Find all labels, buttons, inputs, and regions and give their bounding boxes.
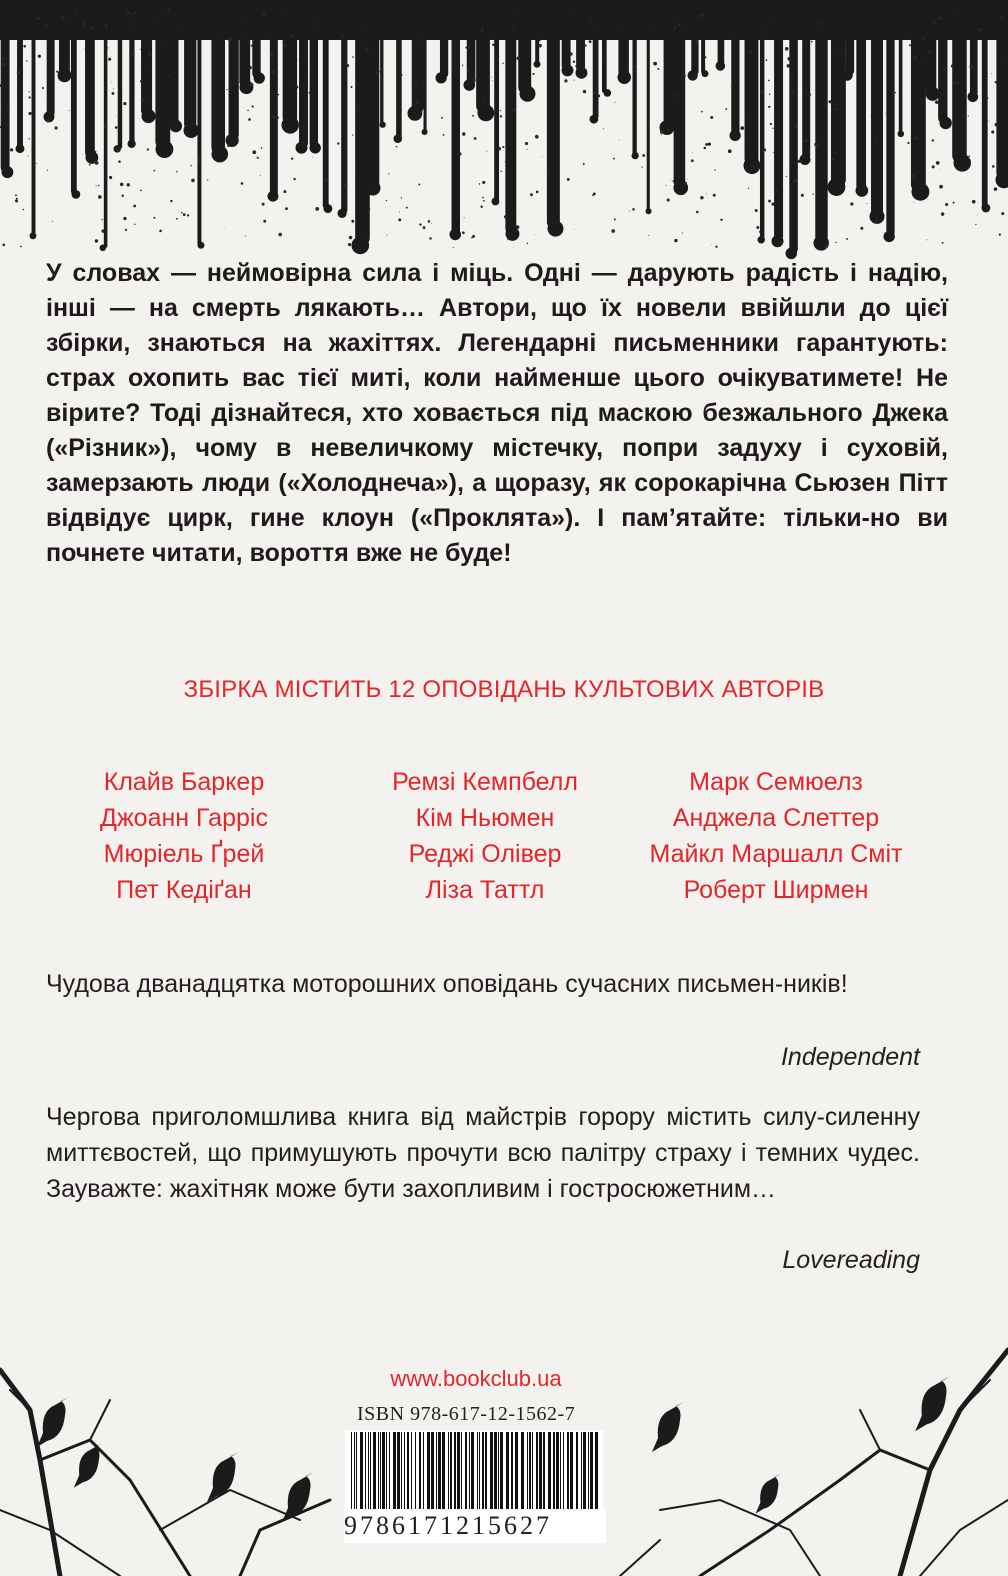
author-name: Джоанн Гарріс bbox=[100, 804, 268, 832]
author-name: Пет Кедіґан bbox=[116, 876, 252, 904]
author-name: Реджі Олівер bbox=[408, 840, 562, 868]
author-name: Кім Ньюмен bbox=[415, 804, 555, 832]
publisher-website: www.bookclub.ua bbox=[390, 1366, 562, 1391]
review-source: Independent bbox=[780, 1043, 920, 1071]
author-name: Роберт Ширмен bbox=[683, 876, 869, 904]
review-source: Lovereading bbox=[782, 1246, 920, 1274]
author-name: Майкл Маршалл Сміт bbox=[649, 840, 903, 868]
author-name: Ремзі Кемпбелл bbox=[392, 768, 578, 796]
author-name: Клайв Баркер bbox=[103, 768, 265, 796]
ink-drip-illustration bbox=[0, 0, 1008, 270]
contents-heading: ЗБІРКА МІСТИТЬ 12 ОПОВІДАНЬ КУЛЬТОВИХ АВТОРІВ bbox=[183, 676, 825, 703]
author-name: Ліза Таттл bbox=[425, 876, 545, 904]
author-column-2 bbox=[335, 764, 635, 908]
author-column-3 bbox=[626, 764, 926, 908]
review-quote: Чудова дванадцятка моторошних оповідань сучасних письмен-ників! bbox=[46, 970, 848, 998]
barcode bbox=[345, 1430, 603, 1510]
author-column-1 bbox=[34, 764, 334, 908]
book-description: У словах — неймовірна сила і міць. Одні — дарують радість і надію, інші — на смерть лякають… Автори, що їх новели ввійшли до цієї збірки, знаються на жахіттях. Легендарні письменники гарантують: страх охопить вас тієї миті, коли найменше цього очікуватимете! Не вірите? Тоді дізнайтеся, хто ховається під маскою безжального Джека («Різник»), чому в невеличкому містечку, попри задуху і суховій, замерзають люди («Холоднеча»), а щоразу, як сорокарічна Сьюзен Пітт відвідує цирк, гине клоун («Проклята»). І пам’ятайте: тільки-но ви почнете читати, вороття вже не буде! bbox=[46, 259, 948, 567]
author-name: Анджела Слеттер bbox=[672, 804, 880, 832]
author-name: Марк Семюелз bbox=[689, 768, 863, 796]
review-quote: Чергова приголомшлива книга від майстрів горору містить силу-силенну миттєвостей, що примушують прочути всю палітру страху і темних чудес. Зауважте: жахітняк може бути захопливим і гостросюжетним… bbox=[46, 1103, 920, 1203]
barcode-number: 9786171215627 bbox=[344, 1509, 606, 1543]
isbn-label: ISBN 978-617-12-1562-7 bbox=[357, 1403, 576, 1425]
author-name: Мюріель Ґрей bbox=[103, 840, 265, 868]
